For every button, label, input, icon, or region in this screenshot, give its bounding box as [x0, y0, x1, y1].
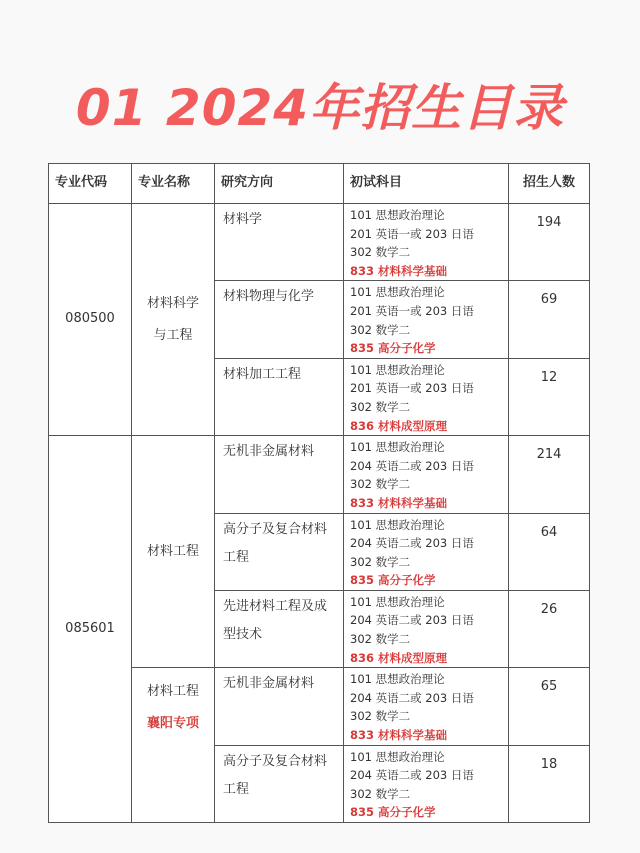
- specialty-subject: 833 材料科学基础: [350, 263, 448, 278]
- table-row: [49, 204, 590, 281]
- major-name-line: 材料科学: [146, 295, 199, 311]
- quota-cell: 12: [509, 358, 590, 435]
- exam-item: 204 英语二或 203 日语: [350, 613, 474, 628]
- page-title: 01 2024年招生目录: [75, 79, 565, 137]
- exam-item: 201 英语一或 203 日语: [350, 226, 474, 241]
- major-name-line: 材料工程: [146, 684, 199, 700]
- direction-cell: 无机非金属材料: [215, 668, 344, 745]
- specialty-subject: 835 高分子化学: [350, 341, 436, 356]
- enrollment-table: [48, 163, 590, 823]
- specialty-subject: 835 高分子化学: [350, 573, 436, 588]
- quota-cell: 64: [509, 513, 590, 590]
- exam-item: 204 英语二或 203 日语: [350, 536, 474, 551]
- exams-cell: [344, 668, 509, 745]
- exam-item: 302 数学二: [350, 554, 411, 569]
- direction-cell: 高分子及复合材料工程: [215, 745, 344, 822]
- specialty-subject: 836 材料成型原理: [350, 418, 448, 433]
- header-direction: 研究方向: [215, 164, 344, 204]
- table-row: [49, 436, 590, 513]
- major-name: [132, 436, 215, 668]
- major-code: 085601: [49, 436, 132, 823]
- quota-cell: 69: [509, 281, 590, 358]
- exam-item: 302 数学二: [350, 786, 411, 801]
- exam-item: 302 数学二: [350, 245, 411, 260]
- specialty-subject: 833 材料科学基础: [350, 495, 448, 510]
- exam-item: 302 数学二: [350, 477, 411, 492]
- exam-item: 302 数学二: [350, 709, 411, 724]
- exam-item: 101 思想政治理论: [350, 594, 445, 609]
- direction-cell: 材料加工工程: [215, 358, 344, 435]
- quota-cell: 214: [509, 436, 590, 513]
- header-code: 专业代码: [49, 164, 132, 204]
- exam-item: 101 思想政治理论: [350, 749, 445, 764]
- direction-cell: 无机非金属材料: [215, 436, 344, 513]
- exam-item: 101 思想政治理论: [350, 285, 445, 300]
- exams-cell: [344, 204, 509, 281]
- header-name: 专业名称: [132, 164, 215, 204]
- quota-cell: 18: [509, 745, 590, 822]
- quota-cell: 194: [509, 204, 590, 281]
- exam-item: 101 思想政治理论: [350, 440, 445, 455]
- exam-item: 101 思想政治理论: [350, 208, 445, 222]
- exams-cell: [344, 436, 509, 513]
- exam-item: 302 数学二: [350, 632, 411, 647]
- exam-item: 101 思想政治理论: [350, 517, 445, 532]
- direction-cell: 高分子及复合材料工程: [215, 513, 344, 590]
- exam-item: 201 英语一或 203 日语: [350, 303, 474, 318]
- direction-cell: 材料学: [215, 204, 344, 281]
- table-header-row: [49, 164, 590, 204]
- quota-cell: 26: [509, 590, 590, 667]
- special-program-tag: 襄阳专项: [146, 716, 199, 732]
- specialty-subject: 833 材料科学基础: [350, 728, 448, 743]
- specialty-subject: 835 高分子化学: [350, 805, 436, 820]
- exam-item: 201 英语一或 203 日语: [350, 381, 474, 396]
- exam-item: 101 思想政治理论: [350, 362, 445, 377]
- exam-item: 101 思想政治理论: [350, 672, 445, 687]
- major-name-line: 材料工程: [146, 543, 199, 559]
- exams-cell: [344, 590, 509, 667]
- major-name-line: 与工程: [153, 327, 193, 343]
- major-code: 080500: [49, 204, 132, 436]
- major-name: [132, 668, 215, 823]
- exam-item: 204 英语二或 203 日语: [350, 458, 474, 473]
- exam-item: 204 英语二或 203 日语: [350, 768, 474, 783]
- exam-item: 302 数学二: [350, 399, 411, 414]
- major-name: [132, 204, 215, 436]
- exam-item: 302 数学二: [350, 322, 411, 337]
- direction-cell: 材料物理与化学: [215, 281, 344, 358]
- exams-cell: [344, 745, 509, 822]
- exams-cell: [344, 281, 509, 358]
- quota-cell: 65: [509, 668, 590, 745]
- exam-item: 204 英语二或 203 日语: [350, 690, 474, 705]
- header-exams: 初试科目: [344, 164, 509, 204]
- header-quota: 招生人数: [509, 164, 590, 204]
- exams-cell: [344, 513, 509, 590]
- exams-cell: [344, 358, 509, 435]
- specialty-subject: 836 材料成型原理: [350, 650, 448, 665]
- direction-cell: 先进材料工程及成型技术: [215, 590, 344, 667]
